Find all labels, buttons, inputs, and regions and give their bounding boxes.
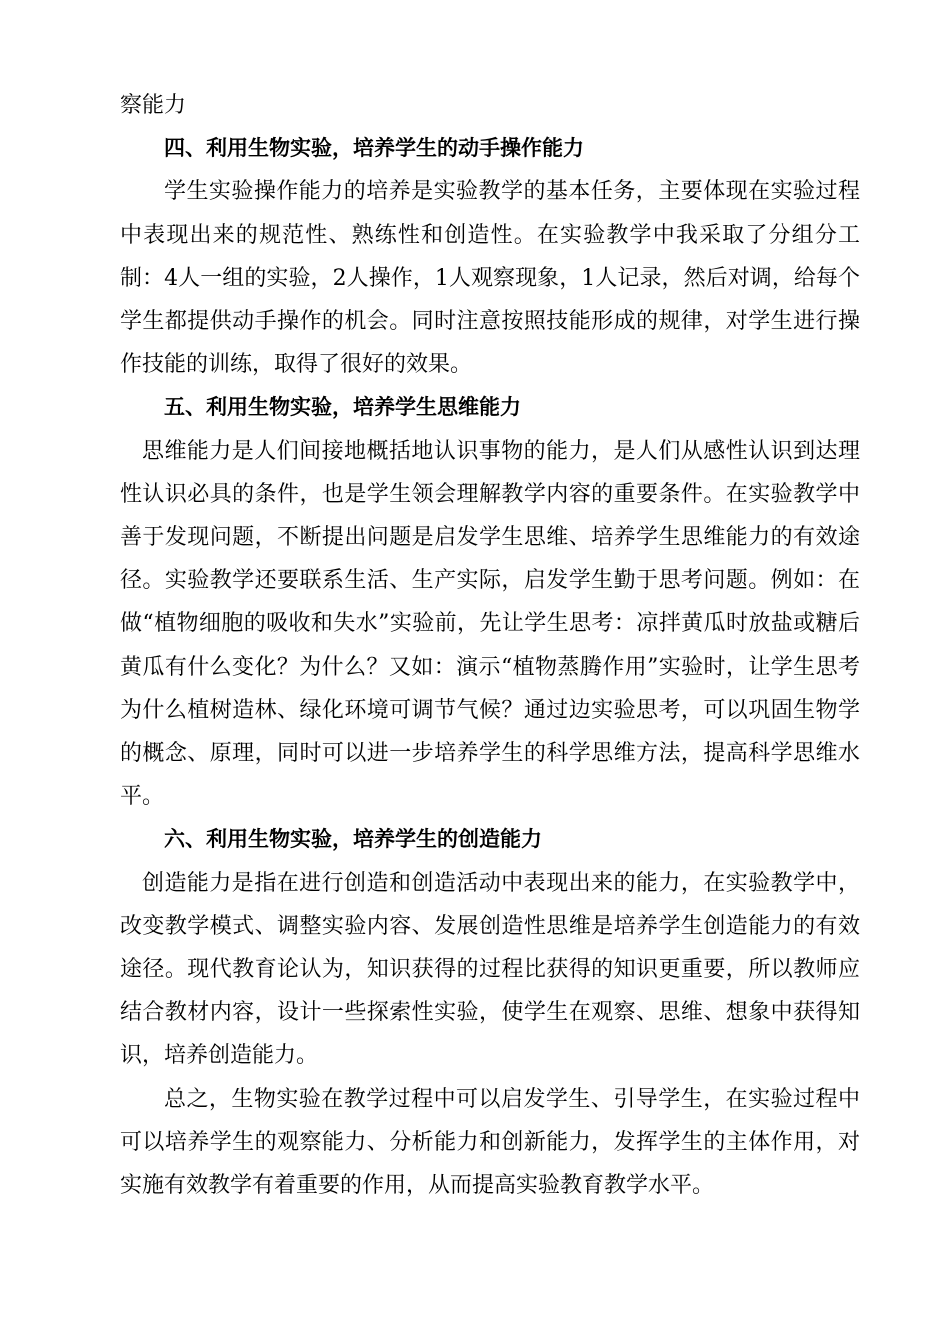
paragraph-thinking: 思维能力是人们间接地概括地认识事物的能力，是人们从感性认识到达理性认识必具的条件，也是学生领会理解教学内容的重要条件。在实验教学中善于发现问题，不断提出问题是启发学生思维、培养学生思维能力的有效途径。实验教学还要联系生活、生产实际，启发学生勤于思考问题。例如：在做“植物细胞的吸收和失水”实验前，先让学生思考：凉拌黄瓜时放盐或糖后黄瓜有什么变化？为什么？又如：演示“植物蒸腾作用”实验时，让学生思考为什么植树造林、绿化环境可调节气候？通过边实验思考，可以巩固生物学的概念、原理，同时可以进一步培养学生的科学思维方法，提高科学思维水平。	[120, 438, 860, 810]
body-text	[120, 84, 860, 1207]
paragraph-hands-on: 学生实验操作能力的培养是实验教学的基本任务，主要体现在实验过程中表现出来的规范性、熟练性和创造性。在实验教学中我采取了分组分工制：4人一组的实验，2人操作，1人观察现象，1人记录，然后对调，给每个学生都提供动手操作的机会。同时注意按照技能形成的规律，对学生进行操作技能的训练，取得了很好的效果。	[120, 179, 860, 378]
paragraph-conclusion: 总之，生物实验在教学过程中可以启发学生、引导学生，在实验过程中可以培养学生的观察能力、分析能力和创新能力，发挥学生的主体作用，对实施有效教学有着重要的作用，从而提高实验教育教学水平。	[120, 1086, 860, 1199]
paragraph-creativity: 创造能力是指在进行创造和创造活动中表现出来的能力，在实验教学中，改变教学模式、调整实验内容、发展创造性思维是培养学生创造能力的有效途径。现代教育论认为，知识获得的过程比获得的知识更重要，所以教师应结合教材内容，设计一些探索性实验，使学生在观察、思维、想象中获得知识，培养创造能力。	[120, 870, 860, 1069]
section-heading-4: 四、利用生物实验，培养学生的动手操作能力	[164, 136, 584, 161]
paragraph-continuation: 察能力	[120, 93, 187, 118]
section-heading-6: 六、利用生物实验，培养学生的创造能力	[164, 827, 542, 852]
section-heading-5: 五、利用生物实验，培养学生思维能力	[164, 395, 521, 420]
